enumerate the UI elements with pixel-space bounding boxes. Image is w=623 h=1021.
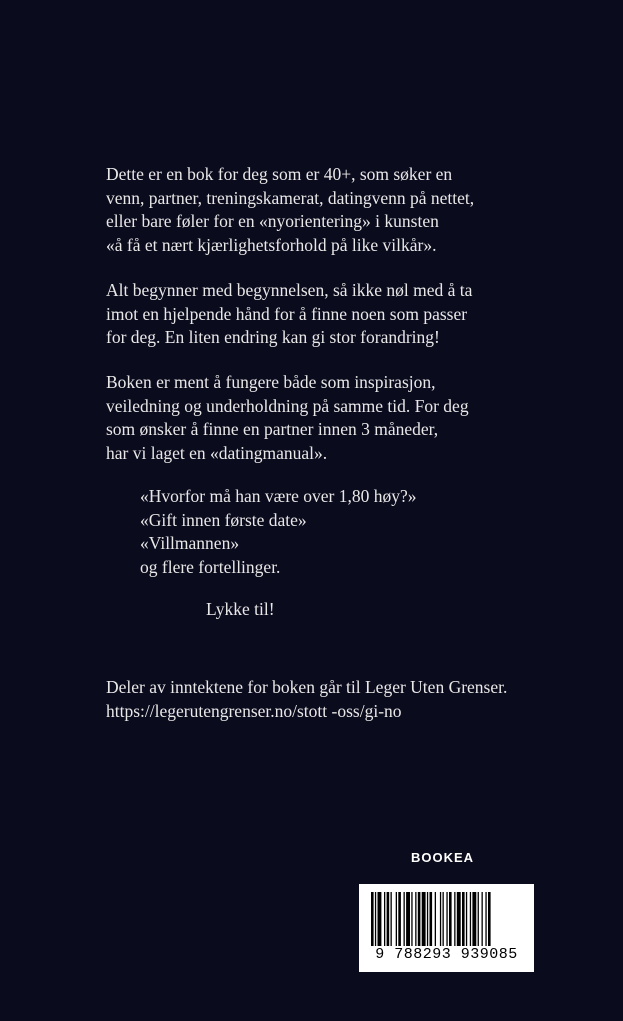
- barcode-bar: [472, 892, 476, 946]
- barcode-bar: [418, 892, 421, 946]
- stories-list: [140, 485, 417, 579]
- barcode-bar: [371, 892, 374, 946]
- barcode-bar: [435, 892, 436, 946]
- barcode-bar: [478, 892, 479, 946]
- intro-line: venn, partner, treningskamerat, datingvenn på nettet,: [106, 187, 475, 208]
- isbn-number: 9 788293 939085: [375, 946, 518, 963]
- purpose-line: veiledning og underholdning på samme tid. For deg: [106, 395, 469, 416]
- barcode-bar: [384, 892, 385, 946]
- charity-paragraph: [106, 676, 586, 723]
- story-title: «Hvorfor må han være over 1,80 høy?»: [140, 486, 417, 506]
- charity-url: https://legerutengrenser.no/stott -oss/gi-no: [106, 700, 402, 721]
- barcode-bar: [430, 892, 433, 946]
- barcode-bar: [466, 892, 467, 946]
- barcode-bar: [449, 892, 452, 946]
- charity-line: Deler av inntektene for boken går til Leger Uten Grenser.: [106, 677, 508, 697]
- story-title: «Gift innen første date»: [140, 509, 307, 530]
- barcode-bar: [378, 892, 382, 946]
- intro-line: «å få et nært kjærlighetsforhold på like vilkår».: [106, 234, 437, 255]
- barcode-bar: [440, 892, 441, 946]
- barcode-bar: [482, 892, 483, 946]
- barcode-bar: [470, 892, 471, 946]
- barcode-bar: [391, 892, 392, 946]
- barcode-bar: [462, 892, 465, 946]
- barcode-bar: [375, 892, 376, 946]
- barcode-bar: [457, 892, 461, 946]
- barcode-bar: [427, 892, 428, 946]
- publisher-logo: BOOKEA: [411, 850, 475, 865]
- encouragement-line: for deg. En liten endring kan gi stor forandring!: [106, 327, 440, 347]
- barcode-bar: [387, 892, 390, 946]
- barcode-bar: [488, 892, 491, 946]
- barcode-bar: [443, 892, 444, 946]
- barcode-bar: [446, 892, 447, 946]
- encouragement-line: Alt begynner med begynnelsen, så ikke nøl med å ta: [106, 280, 473, 300]
- story-title: og flere fortellinger.: [140, 556, 281, 577]
- encouragement-paragraph: [106, 279, 586, 350]
- barcode-bar: [398, 892, 401, 946]
- barcode-bar: [485, 892, 486, 946]
- purpose-line: som ønsker å finne en partner innen 3 måneder,: [106, 419, 439, 439]
- barcode-bar: [396, 892, 397, 946]
- encouragement-line: imot en hjelpende hånd for å finne noen som passer: [106, 303, 468, 324]
- barcode-bar: [415, 892, 416, 946]
- barcode-bar: [404, 892, 405, 946]
- closing-greeting: Lykke til!: [206, 599, 275, 619]
- barcode-bar: [411, 892, 412, 946]
- purpose-line: har vi laget en «datingmanual».: [106, 442, 328, 463]
- intro-line: eller bare føler for en «nyorientering» i kunsten: [106, 211, 439, 231]
- intro-line: Dette er en bok for deg som er 40+, som søker en: [106, 164, 453, 184]
- story-title: «Villmannen»: [140, 533, 240, 553]
- intro-paragraph: [106, 163, 586, 257]
- barcode-bars: [371, 892, 522, 946]
- barcode-bar: [406, 892, 410, 946]
- barcode-bar: [422, 892, 426, 946]
- isbn-barcode: [359, 884, 534, 972]
- purpose-paragraph: [106, 371, 586, 465]
- purpose-line: Boken er ment å fungere både som inspirasjon,: [106, 372, 436, 392]
- barcode-bar: [454, 892, 455, 946]
